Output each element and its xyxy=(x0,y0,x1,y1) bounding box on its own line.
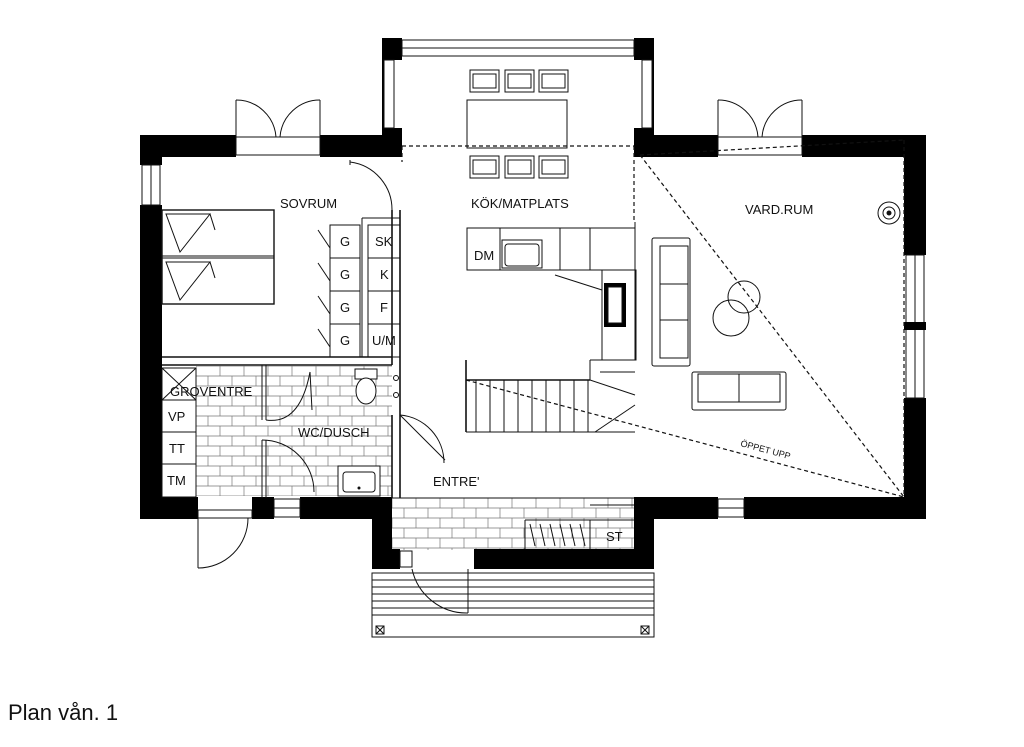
patio-door-sovrum xyxy=(236,100,320,155)
closet-label-g3: G xyxy=(340,300,351,315)
closet-label-f: F xyxy=(380,300,388,315)
annotation-oppet-upp: ÖPPET UPP xyxy=(739,438,792,462)
closet-label-g1: G xyxy=(340,234,351,249)
closet-label-g4: G xyxy=(340,333,351,348)
closet-label-sk: SK xyxy=(375,234,393,249)
utility-label-vp: VP xyxy=(168,409,186,424)
stair-tread xyxy=(590,380,635,395)
room-label-vardrum: VARD.RUM xyxy=(745,202,814,217)
closet-label-k: K xyxy=(380,267,389,282)
room-label-sovrum: SOVRUM xyxy=(280,196,338,211)
room-label-wc-dusch: WC/DUSCH xyxy=(298,425,370,440)
groventre-door xyxy=(198,510,252,568)
room-label-groventre: GROVENTRE xyxy=(170,384,253,399)
staircase xyxy=(476,372,635,432)
utility-label-tm: TM xyxy=(167,473,186,488)
sovrum-door xyxy=(350,160,392,210)
entrance-deck xyxy=(372,573,654,637)
living-room-furniture xyxy=(652,202,900,410)
open-above-lines xyxy=(402,140,904,497)
room-label-kok-matplats: KÖK/MATPLATS xyxy=(471,196,569,211)
utility-label-tt: TT xyxy=(169,441,185,456)
closet-label-g2: G xyxy=(340,267,351,282)
utility-label-dm: DM xyxy=(474,248,495,263)
beds xyxy=(162,210,274,304)
utility-label-st: ST xyxy=(606,529,623,544)
windows xyxy=(142,40,926,517)
closet-label-um: U/M xyxy=(372,333,396,348)
plan-caption: Plan vån. 1 xyxy=(8,700,119,725)
stair-tread xyxy=(595,405,635,432)
room-label-entre: ENTRE' xyxy=(433,474,480,489)
